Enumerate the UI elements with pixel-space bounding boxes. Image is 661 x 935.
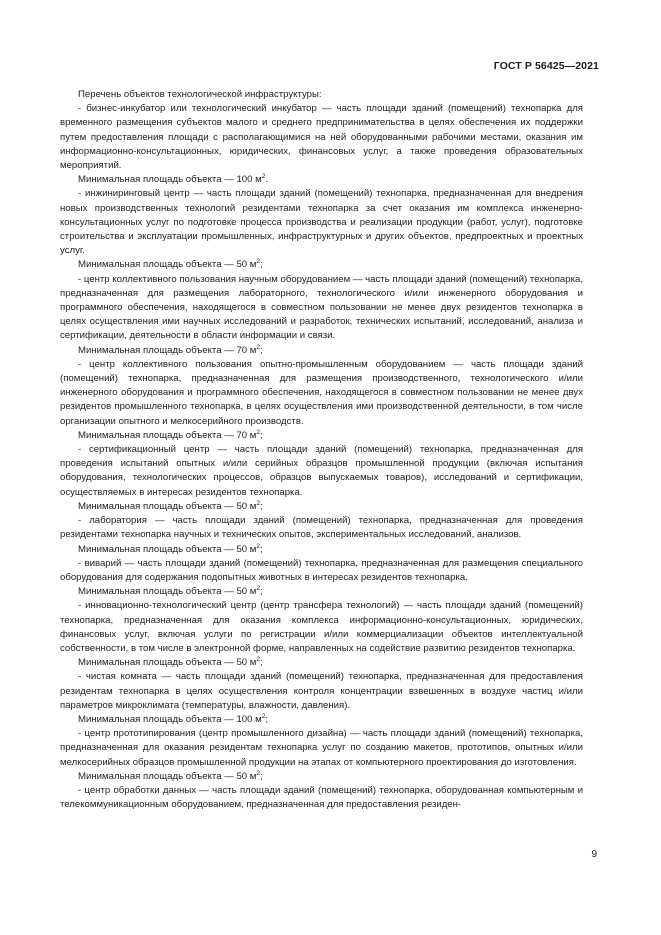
min-area-end: ; [265,713,269,725]
min-area-label: Минимальная площадь объекта — 50 [78,500,250,512]
min-area-end: ; [260,543,263,555]
min-area-label: Минимальная площадь объекта — 70 [78,344,250,356]
min-area-end: ; [260,500,263,512]
min-area-end: ; [260,657,263,669]
min-area-label: Минимальная площадь объекта — 100 [78,174,256,186]
list-item: - виварий — часть площади зданий (помещений) технопарка, предназначенная для размещения специального оборудования для содержания подопытных животных в интересах резидентов технопарка. [60,557,583,583]
min-area-label: Минимальная площадь объекта — 50 [78,770,250,782]
min-area-end: ; [260,259,263,271]
min-area-end: . [265,174,269,186]
min-area-label: Минимальная площадь объекта — 70 [78,429,250,441]
min-area-label: Минимальная площадь объекта — 50 [78,586,250,598]
min-area-line [60,656,583,670]
list-item: - центр прототипирования (центр промышленного дизайна) — часть площади зданий (помещений) технопарка, предназначенная для оказания резидентам технопарка услуг по созданию макетов, прототипов, опытных и/или мелкосерийных образцов промышленной продукции на этапах от компьютерного проектирования до изготовления. [60,728,583,768]
unit-base: м [249,586,257,598]
min-area-end: ; [260,586,263,598]
min-area-line [60,713,583,727]
min-area-line [60,770,583,784]
min-area-label: Минимальная площадь объекта — 100 [78,713,256,725]
unit-base: м [249,770,257,782]
min-area-line [60,429,583,443]
min-area-line [60,500,583,514]
infrastructure-list [60,102,583,812]
list-item: - чистая комната — часть площади зданий (помещений) технопарка, предназначенная для предоставления резидентам технопарка в целях осуществления контроля концентрации взвешенных в воздухе частиц и/или параметров микроклимата (температуры, влажности, давления). [60,671,583,711]
unit-exponent: 2 [256,769,261,777]
unit-exponent: 2 [256,499,261,507]
min-area-end: ; [260,770,263,782]
unit-base: м [249,259,257,271]
min-area-line [60,543,583,557]
unit-base: м [255,713,262,725]
unit-exponent: 2 [256,542,261,550]
list-item: - лаборатория — часть площади зданий (помещений) технопарка, предназначенная для проведения резидентами технопарка научных и технических опытов, экспериментальных исследований, анализов. [60,515,583,541]
list-intro: Перечень объектов технологической инфраструктуры: [78,89,322,100]
min-area-line [60,258,583,272]
list-item: - инновационно-технологический центр (центр трансфера технологий) — часть площади зданий (помещений) технопарка, предназначенная для оказания комплекса информационно-консультационных, юридических, финансовых услуг, включая услуги по регистрации и/или коммерциализации объектов интеллектуальной собственности, в том числе в электронной форме, направленных на содействие развитию резидентов технопарка. [60,600,583,654]
document-number: ГОСТ Р 56425—2021 [493,60,599,72]
unit-base: м [249,344,257,356]
unit-base: м [249,429,257,441]
unit-exponent: 2 [261,173,266,181]
min-area-end: ; [260,429,263,441]
min-area-label: Минимальная площадь объекта — 50 [78,543,250,555]
min-area-end: ; [260,344,263,356]
list-item: - центр коллективного пользования опытно-промышленным оборудованием — часть площади зданий (помещений) технопарка, предназначенная для размещения производственного, технологического и/или инженерного оборудования и программного обеспечения, находящегося в совместном пользовании не менее двух резидентов промышленного технопарка, в целях осуществления ими производственной деятельности, в том числе организации опытного и мелкосерийного производств. [60,358,583,427]
unit-base: м [249,657,257,669]
unit-exponent: 2 [256,258,261,266]
unit-base: м [255,174,262,186]
list-item: - центр коллективного пользования научным оборудованием — часть площади зданий (помещений) технопарка, предназначенная для размещения лабораторного, технологического и/или инженерного оборудования и программного обеспечения, находящегося в совместном пользовании не менее двух резидентов технопарка в целях осуществления ими научных исследований и разработок, технических испытаний, исследований, анализа и сертификации, деятельности в области информации и связи. [60,273,583,342]
unit-base: м [249,543,257,555]
list-item: - центр обработки данных — часть площади зданий (помещений) технопарка, оборудованная компьютерным и телекоммуникационным оборудованием, предназначенная для предоставления резиден- [60,784,583,811]
min-area-label: Минимальная площадь объекта — 50 [78,259,250,271]
unit-base: м [249,500,257,512]
unit-exponent: 2 [261,712,266,720]
list-item: - сертификационный центр — часть площади зданий (помещений) технопарка, предназначенная для проведения испытаний опытных и/или серийных образцов промышленной продукции (включая испытания оборудования, технологических процессов, образцов выпускаемых товаров), исследований и сертификации, осуществляемых в интересах резидентов технопарка. [60,444,583,498]
unit-exponent: 2 [256,428,261,436]
unit-exponent: 2 [256,584,261,592]
list-item: - бизнес-инкубатор или технологический инкубатор — часть площади зданий (помещений) технопарка для временного размещения субъектов малого и среднего предпринимательства в целях обеспечения их поддержки путем предоставления площади с располагающимися на ней оборудованными рабочими местами, оказания им информационно-консультационных, юридических, финансовых услуг, а также проведения образовательных мероприятий. [60,103,583,172]
unit-exponent: 2 [256,343,261,351]
min-area-line [60,344,583,358]
min-area-line [60,585,583,599]
list-item: - инжиниринговый центр — часть площади зданий (помещений) технопарка, предназначенная для внедрения новых производственных технологий резидентами технопарка за счет оказания им комплекса инженерно-консультационных услуг по подготовке процесса производства и реализации продукции (работ, услуг), подготовке строительства и эксплуатации промышленных, инфраструктурных и других объектов, предпроектных и проектных услуг. [60,188,583,257]
unit-exponent: 2 [256,655,261,663]
min-area-label: Минимальная площадь объекта — 50 [78,657,250,669]
min-area-line [60,173,583,187]
document-body [60,88,583,812]
page-number: 9 [591,849,597,860]
